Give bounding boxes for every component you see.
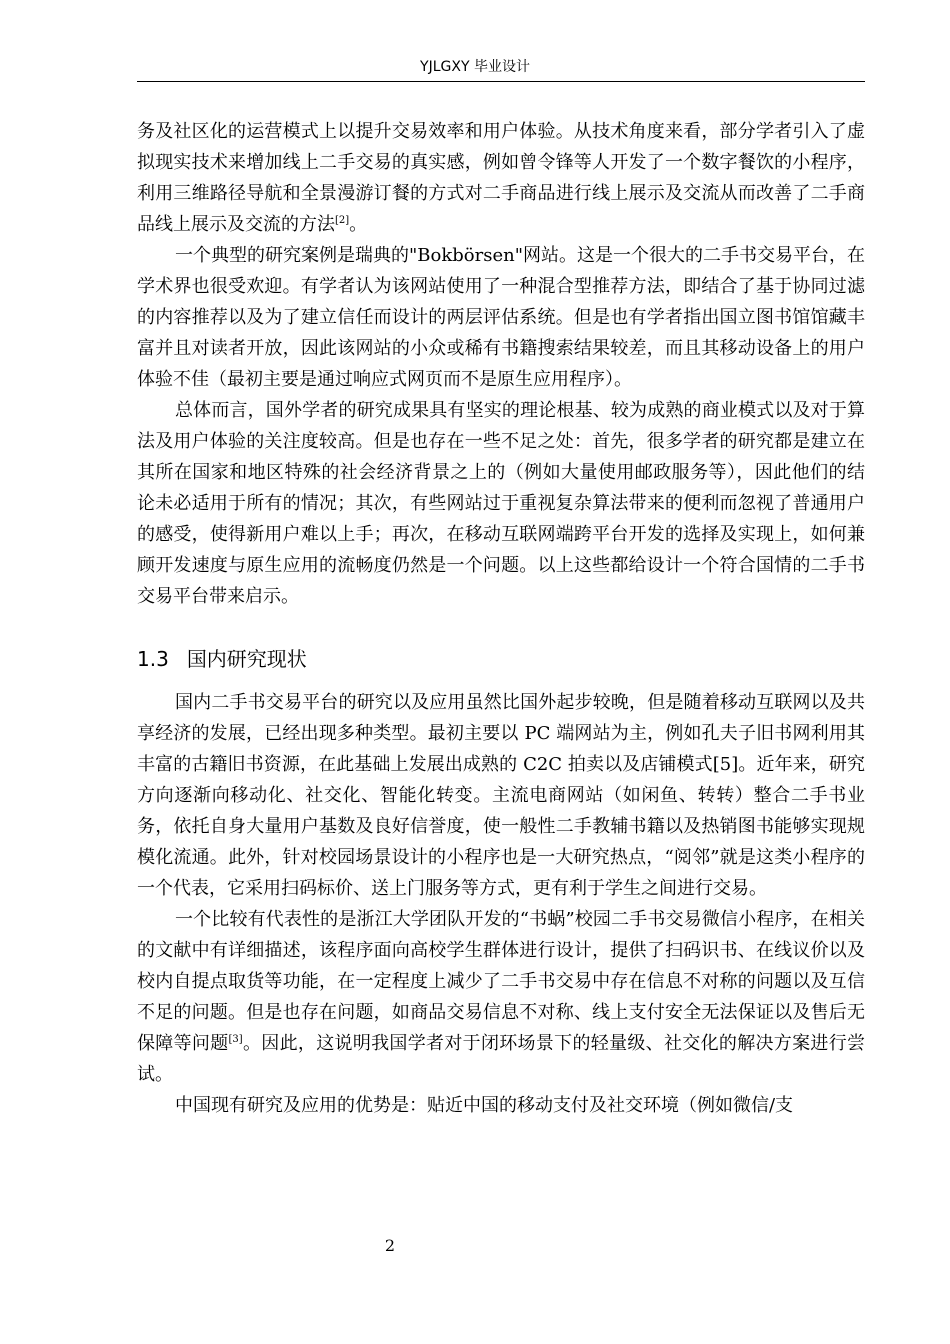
section-title: 国内研究现状 <box>186 647 307 671</box>
paragraph-text: 总体而言，国外学者的研究成果具有坚实的理论根基、较为成熟的商业模式以及对于算法及用户体验的关注度较高。但是也存在一些不足之处：首先，很多学者的研究都是建立在其所在国家和地区特殊的社会经济背景之上的（例如大量使用邮政服务等），因此他们的结论未必适用于所有的情况；其次，有些网站过于重视复杂算法带来的便利而忽视了普通用户的感受，使得新用户难以上手；再次，在移动互联网端跨平台开发的选择及实现上，如何兼顾开发速度与原生应用的流畅度仍然是一个问题。以上这些都给设计一个符合国情的二手书交易平台带来启示。 <box>137 400 865 607</box>
citation-ref: [2] <box>335 215 350 226</box>
paragraph-tail: 。 <box>349 214 368 235</box>
section-heading <box>137 645 865 673</box>
paragraph-text: 一个典型的研究案例是瑞典的"Bokbörsen"网站。这是一个很大的二手书交易平台，在学术界也很受欢迎。有学者认为该网站使用了一种混合型推荐方法，即结合了基于协同过滤的内容推荐以及为了建立信任而设计的两层评估系统。但是也有学者指出国立图书馆馆藏丰富并且对读者开放，因此该网站的小众或稀有书籍搜索结果较差，而且其移动设备上的用户体验不佳（最初主要是通过响应式网页而不是原生应用程序）。 <box>137 245 865 390</box>
document-body <box>137 116 865 1121</box>
page-footer <box>0 1236 780 1256</box>
header-divider <box>137 81 865 82</box>
paragraph <box>137 240 865 395</box>
paragraph <box>137 687 865 904</box>
paragraph-text: 中国现有研究及应用的优势是：贴近中国的移动支付及社交环境（例如微信/支 <box>175 1095 794 1116</box>
paragraph-text: 国内二手书交易平台的研究以及应用虽然比国外起步较晚，但是随着移动互联网以及共享经济的发展，已经出现多种类型。最初主要以 PC 端网站为主，例如孔夫子旧书网利用其丰富的古籍旧书资源，在此基础上发展出成熟的 C2C 拍卖以及店铺模式[5]。近年来，研究方向逐渐向移动化、社交化、智能化转变。主流电商网站（如闲鱼、转转）整合二手书业务，依托自身大量用户基数及良好信誉度，使一般性二手教辅书籍以及热销图书能够实现规模化流通。此外，针对校园场景设计的小程序也是一大研究热点，“阅邻”就是这类小程序的一个代表，它采用扫码标价、送上门服务等方式，更有利于学生之间进行交易。 <box>137 692 865 899</box>
paragraph <box>137 1090 865 1121</box>
section-number: 1.3 <box>137 647 169 671</box>
paragraph-tail: 。因此，这说明我国学者对于闭环场景下的轻量级、社交化的解决方案进行尝试。 <box>137 1033 866 1085</box>
page-number: 2 <box>384 1236 396 1255</box>
citation-ref: [3] <box>228 1034 243 1045</box>
header-title: YJLGXY 毕业设计 <box>420 59 530 75</box>
paragraph <box>137 904 865 1090</box>
paragraph <box>137 395 865 612</box>
paragraph-text: 务及社区化的运营模式上以提升交易效率和用户体验。从技术角度来看，部分学者引入了虚拟现实技术来增加线上二手交易的真实感，例如曾令锋等人开发了一个数字餐饮的小程序，利用三维路径导航和全景漫游订餐的方式对二手商品进行线上展示及交流从而改善了二手商品线上展示及交流的方法 <box>137 121 865 235</box>
paragraph <box>137 116 865 240</box>
page-header <box>0 58 950 76</box>
paragraph-text: 一个比较有代表性的是浙江大学团队开发的“书蜗”校园二手书交易微信小程序，在相关的文献中有详细描述，该程序面向高校学生群体进行设计，提供了扫码识书、在线议价以及校内自提点取货等功能，在一定程度上减少了二手书交易中存在信息不对称的问题以及互信不足的问题。但是也存在问题，如商品交易信息不对称、线上支付安全无法保证以及售后无保障等问题 <box>137 909 865 1054</box>
